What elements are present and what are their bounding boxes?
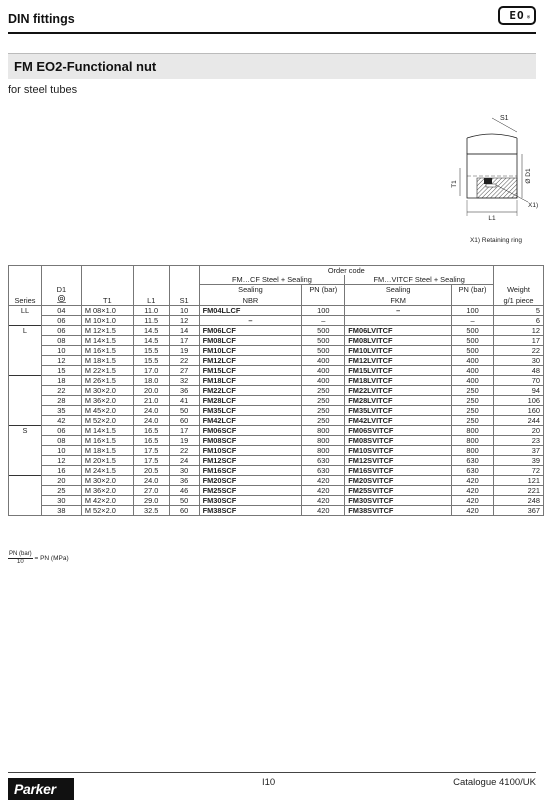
section-subtitle: for steel tubes xyxy=(8,84,78,96)
table-cell: 37 xyxy=(494,446,544,456)
sealing-header-nbr: Sealing xyxy=(199,285,302,295)
table-cell: 36 xyxy=(169,476,199,486)
table-cell: – xyxy=(452,316,494,326)
table-cell: FM38SCF xyxy=(199,506,302,516)
s1-label: S1 xyxy=(500,115,509,122)
table-cell: M 16×1.5 xyxy=(81,436,133,446)
table-row xyxy=(9,376,544,386)
table-cell: 250 xyxy=(302,406,345,416)
table-cell: 17.5 xyxy=(133,456,169,466)
table-cell: 16.5 xyxy=(133,436,169,446)
table-cell: 42 xyxy=(41,416,81,426)
table-cell: 70 xyxy=(494,376,544,386)
table-row xyxy=(9,386,544,396)
table-cell: 10 xyxy=(41,446,81,456)
table-cell: FM10LCF xyxy=(199,346,302,356)
table-cell: M 12×1.5 xyxy=(81,326,133,336)
table-cell: M 08×1.0 xyxy=(81,306,133,316)
table-cell: 48 xyxy=(494,366,544,376)
table-cell: 11.0 xyxy=(133,306,169,316)
table-cell: 15.5 xyxy=(133,356,169,366)
table-cell xyxy=(9,376,42,386)
table-cell: 08 xyxy=(41,436,81,446)
table-row xyxy=(9,416,544,426)
table-row xyxy=(9,446,544,456)
table-cell: FM38SVITCF xyxy=(345,506,452,516)
registered-mark: ® xyxy=(526,15,531,21)
table-cell: 800 xyxy=(302,436,345,446)
table-cell: 50 xyxy=(169,406,199,416)
table-cell: FM22LVITCF xyxy=(345,386,452,396)
table-row xyxy=(9,486,544,496)
table-cell: 630 xyxy=(452,456,494,466)
table-cell: – xyxy=(345,306,452,316)
table-cell: 46 xyxy=(169,486,199,496)
table-cell: FM08SCF xyxy=(199,436,302,446)
table-cell: 420 xyxy=(452,476,494,486)
table-cell: – xyxy=(302,316,345,326)
table-cell xyxy=(9,316,42,326)
table-cell: 72 xyxy=(494,466,544,476)
series-header: Series xyxy=(9,294,42,306)
table-cell: M 42×2.0 xyxy=(81,496,133,506)
d1-label: Ø D1 xyxy=(525,168,532,184)
table-cell: M 30×2.0 xyxy=(81,476,133,486)
table-cell xyxy=(9,346,42,356)
weight-unit-header: g/1 piece xyxy=(494,294,544,306)
l1-header: L1 xyxy=(133,294,169,306)
table-cell: 14.5 xyxy=(133,326,169,336)
table-cell: 250 xyxy=(302,396,345,406)
table-cell: 6 xyxy=(494,316,544,326)
table-cell: FM16SCF xyxy=(199,466,302,476)
table-cell: FM10SVITCF xyxy=(345,446,452,456)
table-cell: 39 xyxy=(494,456,544,466)
eo-logo xyxy=(498,6,536,25)
table-row xyxy=(9,466,544,476)
table-cell: M 18×1.5 xyxy=(81,446,133,456)
table-cell: 800 xyxy=(452,446,494,456)
table-cell: 06 xyxy=(41,326,81,336)
table-cell: FM22LCF xyxy=(199,386,302,396)
table-cell: FM06LCF xyxy=(199,326,302,336)
header-title: DIN fittings xyxy=(8,12,75,26)
table-cell: 18 xyxy=(41,376,81,386)
spec-table xyxy=(8,265,544,516)
table-cell: FM12SCF xyxy=(199,456,302,466)
table-cell: 250 xyxy=(452,386,494,396)
table-row xyxy=(9,476,544,486)
table-cell xyxy=(9,436,42,446)
table-cell: 08 xyxy=(41,336,81,346)
table-cell: M 36×2.0 xyxy=(81,396,133,406)
table-cell: M 52×2.0 xyxy=(81,416,133,426)
table-cell xyxy=(345,316,452,326)
table-cell: FM06LVITCF xyxy=(345,326,452,336)
table-cell xyxy=(9,386,42,396)
table-row xyxy=(9,306,544,316)
spec-table-body xyxy=(9,306,544,516)
table-cell: 27.0 xyxy=(133,486,169,496)
table-cell: 10 xyxy=(41,346,81,356)
table-cell: 19 xyxy=(169,436,199,446)
table-cell: 500 xyxy=(452,346,494,356)
table-cell: 06 xyxy=(41,426,81,436)
table-cell: 14.5 xyxy=(133,336,169,346)
table-cell: 420 xyxy=(452,496,494,506)
table-cell: 12 xyxy=(494,326,544,336)
fm-vitcf-header: FM…VITCF Steel + Sealing xyxy=(345,275,494,285)
catalogue-label: Catalogue 4100/UK xyxy=(453,777,536,788)
table-cell: FM18LVITCF xyxy=(345,376,452,386)
table-cell: 420 xyxy=(452,506,494,516)
table-cell: 60 xyxy=(169,506,199,516)
table-cell: FM12LCF xyxy=(199,356,302,366)
table-cell: 100 xyxy=(452,306,494,316)
table-cell: 500 xyxy=(452,336,494,346)
table-cell: M 24×1.5 xyxy=(81,466,133,476)
table-cell xyxy=(9,496,42,506)
table-cell: 12 xyxy=(41,456,81,466)
table-cell: 24.0 xyxy=(133,406,169,416)
table-cell: 16.5 xyxy=(133,426,169,436)
table-cell: 420 xyxy=(302,496,345,506)
eo-logo-text: EO xyxy=(509,9,525,22)
table-cell: 400 xyxy=(302,366,345,376)
footer-rule xyxy=(8,772,536,773)
section-title: FM EO2-Functional nut xyxy=(14,59,157,74)
table-cell: M 18×1.5 xyxy=(81,356,133,366)
table-cell: 24 xyxy=(169,456,199,466)
table-cell: 160 xyxy=(494,406,544,416)
d1-symbol xyxy=(41,294,81,306)
table-cell: 10 xyxy=(169,306,199,316)
table-row xyxy=(9,366,544,376)
table-cell: 250 xyxy=(452,396,494,406)
table-cell: FM15LVITCF xyxy=(345,366,452,376)
pn-denominator: 10 xyxy=(16,559,24,565)
table-cell: 20.5 xyxy=(133,466,169,476)
table-cell: M 20×1.5 xyxy=(81,456,133,466)
pn-header-fkm: PN (bar) xyxy=(452,285,494,295)
table-cell: M 22×1.5 xyxy=(81,366,133,376)
table-cell: 12 xyxy=(169,316,199,326)
table-cell: FM20SVITCF xyxy=(345,476,452,486)
table-cell: 500 xyxy=(302,326,345,336)
header-rule xyxy=(8,32,536,34)
table-cell: 630 xyxy=(452,466,494,476)
weight-header: Weight xyxy=(494,285,544,295)
table-cell: 17.0 xyxy=(133,366,169,376)
retaining-ring-note: X1) Retaining ring xyxy=(469,237,522,244)
table-cell: FM16SVITCF xyxy=(345,466,452,476)
table-cell: LL xyxy=(9,306,42,316)
table-cell: 221 xyxy=(494,486,544,496)
table-cell: 06 xyxy=(41,316,81,326)
table-cell: 32.5 xyxy=(133,506,169,516)
table-cell: FM10SCF xyxy=(199,446,302,456)
pn-numerator: PN (bar) xyxy=(9,551,32,557)
table-cell: 420 xyxy=(302,486,345,496)
table-row xyxy=(9,336,544,346)
table-row xyxy=(9,426,544,436)
table-cell: FM28LCF xyxy=(199,396,302,406)
table-row xyxy=(9,316,544,326)
table-cell: 19 xyxy=(169,346,199,356)
table-row xyxy=(9,356,544,366)
table-cell: 800 xyxy=(302,446,345,456)
table-cell: 17 xyxy=(494,336,544,346)
table-cell: 400 xyxy=(302,356,345,366)
section-header xyxy=(8,53,536,79)
table-cell: 100 xyxy=(302,306,345,316)
table-cell: FM12SVITCF xyxy=(345,456,452,466)
table-cell: 420 xyxy=(452,486,494,496)
table-cell: 400 xyxy=(452,376,494,386)
table-cell: 500 xyxy=(302,346,345,356)
table-cell: FM35LCF xyxy=(199,406,302,416)
table-cell: 121 xyxy=(494,476,544,486)
table-cell: 250 xyxy=(452,406,494,416)
table-cell: 12 xyxy=(41,356,81,366)
table-cell: 17 xyxy=(169,336,199,346)
x1-label: X1) xyxy=(528,202,539,209)
table-cell: 420 xyxy=(302,476,345,486)
table-cell: FM04LLCF xyxy=(199,306,302,316)
table-cell: M 26×1.5 xyxy=(81,376,133,386)
table-cell: 38 xyxy=(41,506,81,516)
table-cell: FM10LVITCF xyxy=(345,346,452,356)
table-cell xyxy=(9,506,42,516)
table-cell: 14 xyxy=(169,326,199,336)
table-cell xyxy=(9,456,42,466)
table-row xyxy=(9,436,544,446)
table-cell: M 16×1.5 xyxy=(81,346,133,356)
table-cell: 800 xyxy=(452,426,494,436)
table-cell xyxy=(9,486,42,496)
table-cell: M 10×1.0 xyxy=(81,316,133,326)
table-cell: 420 xyxy=(302,506,345,516)
table-cell xyxy=(9,356,42,366)
table-cell: 50 xyxy=(169,496,199,506)
table-cell: 60 xyxy=(169,416,199,426)
table-cell: 400 xyxy=(452,366,494,376)
nbr-header: NBR xyxy=(199,294,302,306)
table-row xyxy=(9,326,544,336)
table-row xyxy=(9,396,544,406)
table-cell: 30 xyxy=(494,356,544,366)
table-cell: 17 xyxy=(169,426,199,436)
table-cell: 15.5 xyxy=(133,346,169,356)
table-cell: FM28LVITCF xyxy=(345,396,452,406)
table-cell: 24.0 xyxy=(133,476,169,486)
table-cell xyxy=(9,336,42,346)
table-cell: FM08LVITCF xyxy=(345,336,452,346)
table-cell: 106 xyxy=(494,396,544,406)
table-cell: 367 xyxy=(494,506,544,516)
table-row xyxy=(9,456,544,466)
table-cell xyxy=(9,366,42,376)
table-cell: FM25SVITCF xyxy=(345,486,452,496)
s1-header: S1 xyxy=(169,294,199,306)
tube-symbol-icon xyxy=(57,294,66,303)
table-cell: M 30×2.0 xyxy=(81,386,133,396)
table-cell xyxy=(9,466,42,476)
table-cell: 250 xyxy=(302,416,345,426)
table-cell: 30 xyxy=(169,466,199,476)
table-cell: 20.0 xyxy=(133,386,169,396)
table-cell: – xyxy=(199,316,302,326)
table-cell: 400 xyxy=(302,376,345,386)
table-cell: 20 xyxy=(494,426,544,436)
table-cell: 22 xyxy=(41,386,81,396)
table-cell: 22 xyxy=(169,356,199,366)
table-cell: M 14×1.5 xyxy=(81,426,133,436)
t1-header: T1 xyxy=(81,294,133,306)
table-cell: FM42LCF xyxy=(199,416,302,426)
table-cell xyxy=(9,396,42,406)
order-code-header: Order code xyxy=(199,266,493,276)
table-cell: 04 xyxy=(41,306,81,316)
table-cell: 244 xyxy=(494,416,544,426)
table-cell: 400 xyxy=(452,356,494,366)
table-cell xyxy=(9,406,42,416)
table-cell: FM06SCF xyxy=(199,426,302,436)
table-cell: FM08LCF xyxy=(199,336,302,346)
pn-result: = PN (MPa) xyxy=(34,555,69,563)
sealing-header-fkm: Sealing xyxy=(345,285,452,295)
table-cell: FM15LCF xyxy=(199,366,302,376)
table-cell: FM18LCF xyxy=(199,376,302,386)
table-cell: 17.5 xyxy=(133,446,169,456)
nut-diagram xyxy=(440,108,544,233)
table-row xyxy=(9,346,544,356)
t1-label: T1 xyxy=(451,180,458,188)
table-cell: M 36×2.0 xyxy=(81,486,133,496)
table-cell: 94 xyxy=(494,386,544,396)
table-cell: 27 xyxy=(169,366,199,376)
page-number: I10 xyxy=(262,777,276,788)
table-cell: 5 xyxy=(494,306,544,316)
table-cell: M 14×1.5 xyxy=(81,336,133,346)
table-cell: L xyxy=(9,326,42,336)
fm-cf-header: FM…CF Steel + Sealing xyxy=(199,275,345,285)
table-cell: FM06SVITCF xyxy=(345,426,452,436)
table-cell: 41 xyxy=(169,396,199,406)
table-cell: FM35LVITCF xyxy=(345,406,452,416)
table-cell: 16 xyxy=(41,466,81,476)
table-cell: M 52×2.0 xyxy=(81,506,133,516)
d1-header: D1 xyxy=(41,285,81,295)
table-cell: 500 xyxy=(452,326,494,336)
table-cell: 800 xyxy=(302,426,345,436)
table-cell: 32 xyxy=(169,376,199,386)
table-row xyxy=(9,506,544,516)
table-cell: 630 xyxy=(302,466,345,476)
table-cell: 15 xyxy=(41,366,81,376)
header-blank xyxy=(9,266,42,276)
table-cell: 248 xyxy=(494,496,544,506)
table-cell: 30 xyxy=(41,496,81,506)
table-cell xyxy=(9,446,42,456)
table-cell: 250 xyxy=(452,416,494,426)
table-cell: 24.0 xyxy=(133,416,169,426)
table-cell: 800 xyxy=(452,436,494,446)
table-cell: 22 xyxy=(169,446,199,456)
table-cell: 630 xyxy=(302,456,345,466)
fkm-header: FKM xyxy=(345,294,452,306)
table-row xyxy=(9,496,544,506)
table-cell: FM30SCF xyxy=(199,496,302,506)
table-cell: 36 xyxy=(169,386,199,396)
table-cell: 28 xyxy=(41,396,81,406)
table-cell: 18.0 xyxy=(133,376,169,386)
table-cell: FM30SVITCF xyxy=(345,496,452,506)
table-cell: 29.0 xyxy=(133,496,169,506)
table-row xyxy=(9,406,544,416)
table-cell: 21.0 xyxy=(133,396,169,406)
table-cell: 35 xyxy=(41,406,81,416)
table-cell: FM20SCF xyxy=(199,476,302,486)
parker-logo: Parker xyxy=(8,778,74,800)
table-cell: FM25SCF xyxy=(199,486,302,496)
table-cell: 500 xyxy=(302,336,345,346)
table-cell xyxy=(9,476,42,486)
table-cell: S xyxy=(9,426,42,436)
table-cell: 11.5 xyxy=(133,316,169,326)
table-cell: 23 xyxy=(494,436,544,446)
l1-label: L1 xyxy=(488,215,496,222)
table-cell: FM12LVITCF xyxy=(345,356,452,366)
table-cell: 20 xyxy=(41,476,81,486)
pn-fraction xyxy=(8,551,33,566)
table-cell: 22 xyxy=(494,346,544,356)
table-cell: 25 xyxy=(41,486,81,496)
table-cell xyxy=(9,416,42,426)
table-cell: 250 xyxy=(302,386,345,396)
pn-header-nbr: PN (bar) xyxy=(302,285,345,295)
pn-conversion-note xyxy=(8,551,69,566)
table-cell: FM42LVITCF xyxy=(345,416,452,426)
table-cell: FM08SVITCF xyxy=(345,436,452,446)
table-cell: M 45×2.0 xyxy=(81,406,133,416)
